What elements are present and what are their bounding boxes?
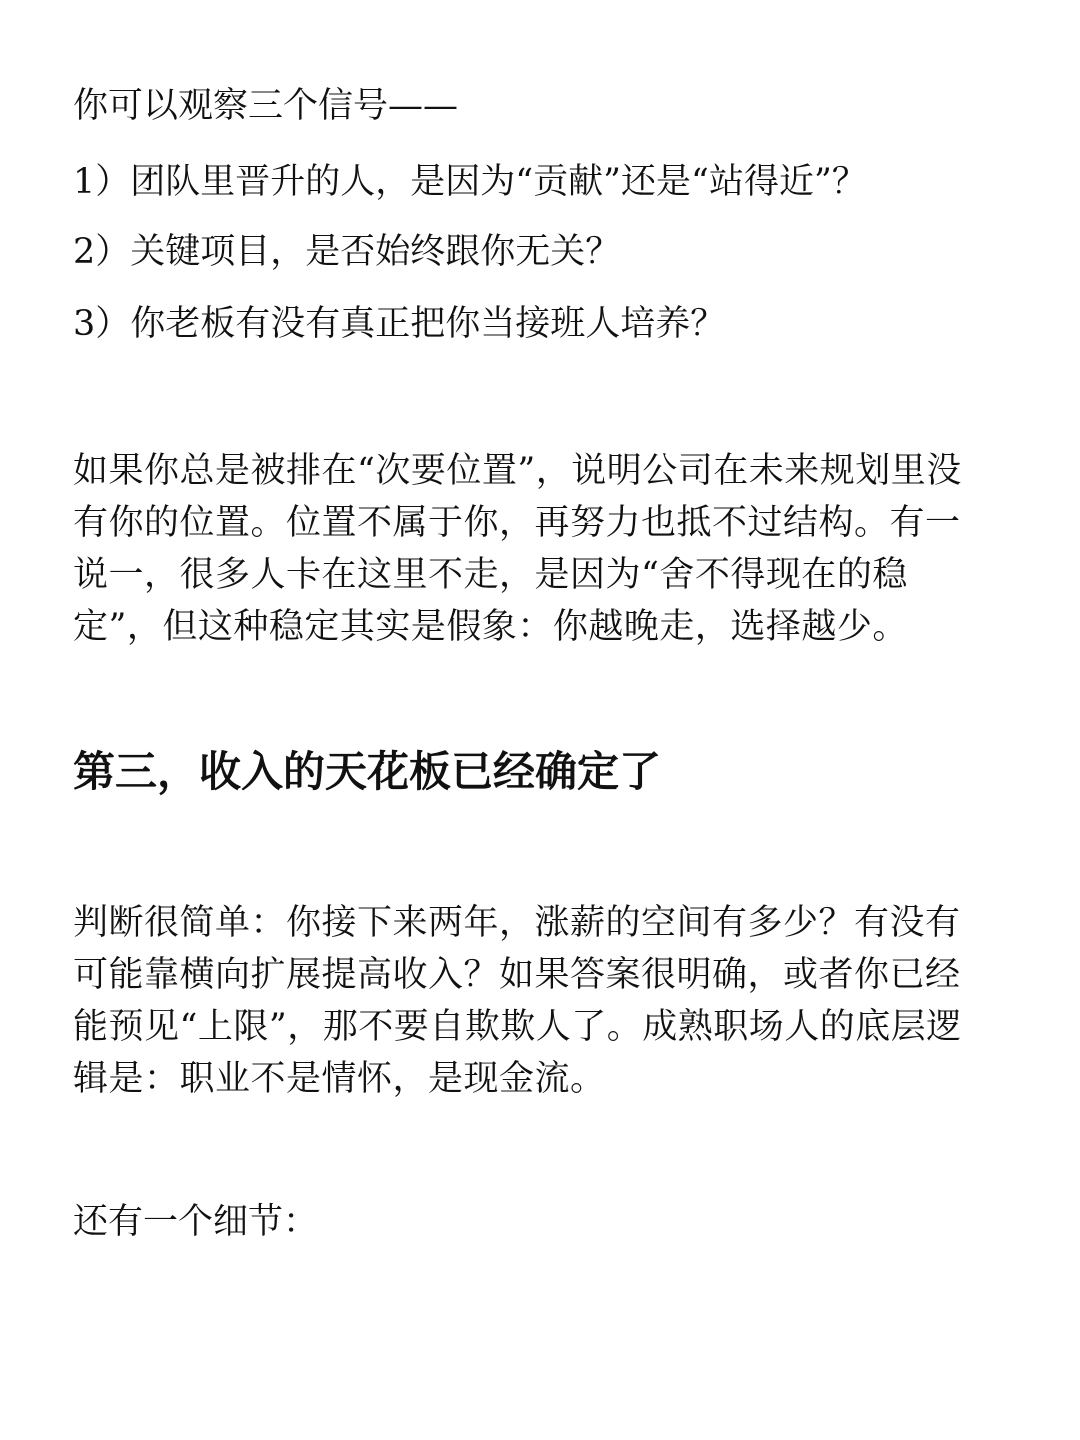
section-heading: 第三，收入的天花板已经确定了	[73, 747, 662, 796]
signal-item-1: 1）团队里晋升的人，是因为“贡献”还是“站得近”？	[73, 162, 867, 202]
paragraph-income: 判断很简单：你接下来两年，涨薪的空间有多少？有没有可能靠横向扩展提高收入？如果答案很明确，或者你已经能预见“上限”，那不要自欺欺人了。成熟职场人的底层逻辑是：职业不是情怀，是现金流。	[73, 903, 962, 1099]
intro-line: 你可以观察三个信号——	[73, 86, 459, 126]
closing-line: 还有一个细节：	[73, 1202, 319, 1242]
signal-item-2: 2）关键项目，是否始终跟你无关？	[73, 232, 621, 272]
signal-item-3: 3）你老板有没有真正把你当接班人培养？	[73, 304, 726, 344]
paragraph-position: 如果你总是被排在“次要位置”，说明公司在未来规划里没有你的位置。位置不属于你，再努力也抵不过结构。有一说一，很多人卡在这里不走，是因为“舍不得现在的稳定”，但这种稳定其实是假象：你越晚走，选择越少。	[73, 451, 962, 647]
